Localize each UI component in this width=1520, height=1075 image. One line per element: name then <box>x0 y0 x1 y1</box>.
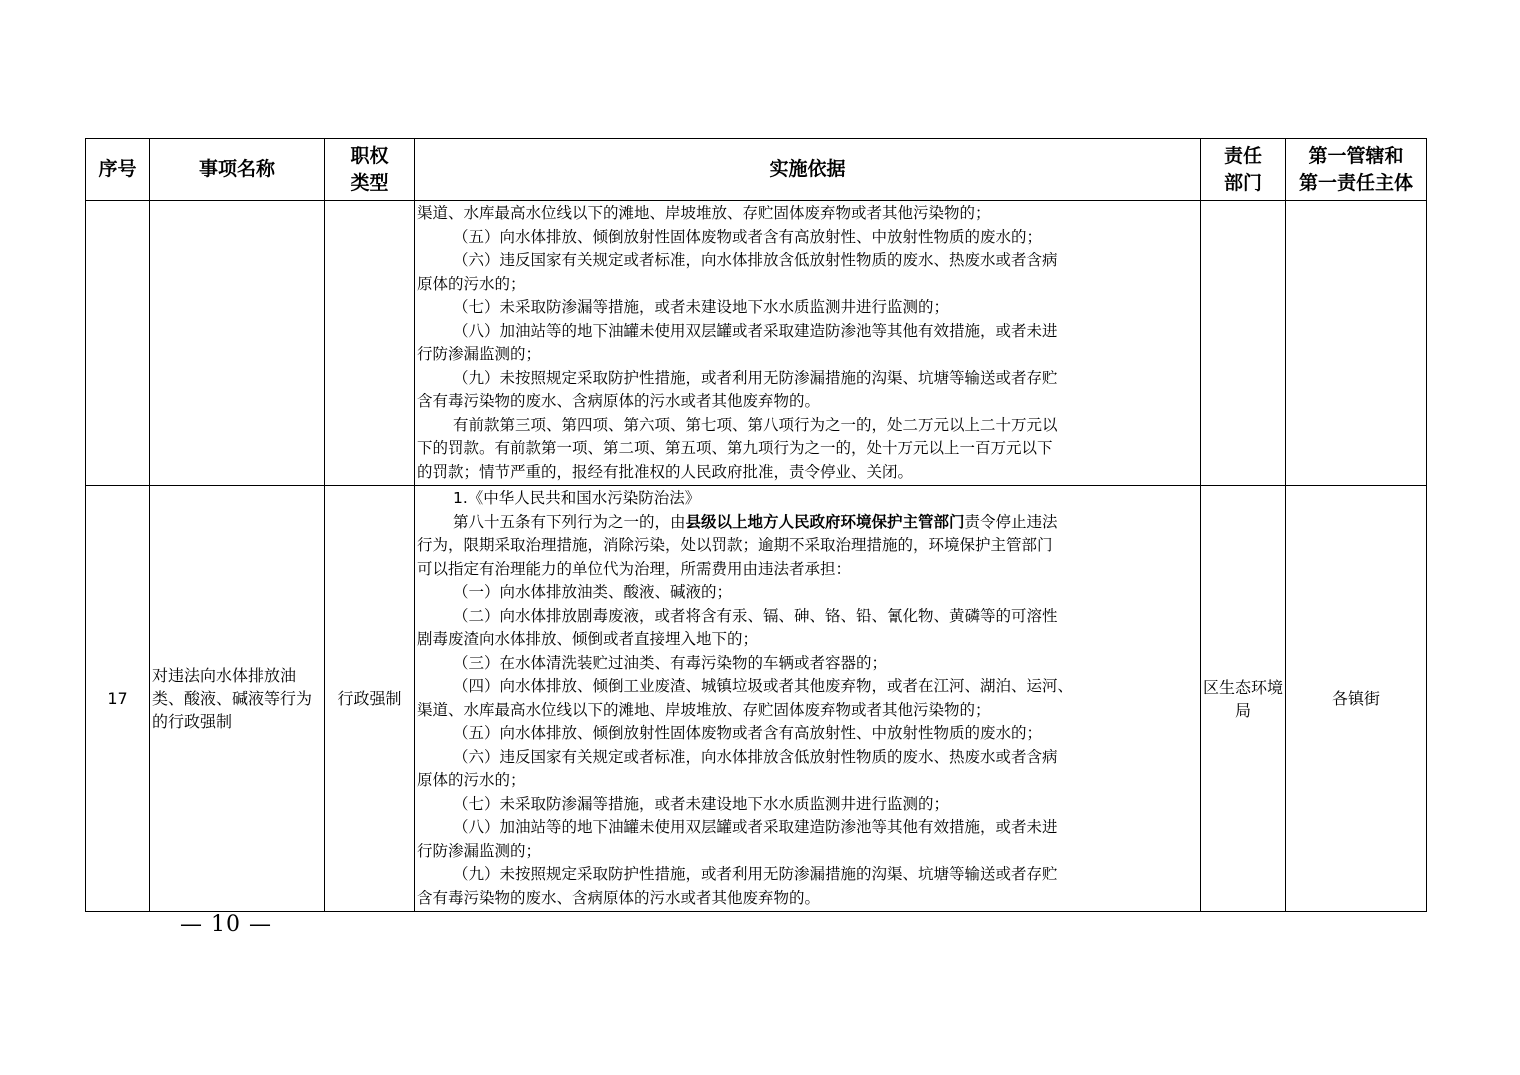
basis-line: 行防渗漏监测的； <box>417 345 542 363</box>
article-85-intro: 第八十五条有下列行为之一的，由县级以上地方人民政府环境保护主管部门责令停止违法 <box>453 512 1058 531</box>
basis-line: （二）向水体排放剧毒废液，或者将含有汞、镉、砷、铬、铅、氰化物、黄磷等的可溶性 <box>453 606 1058 625</box>
cell-subject-empty <box>1286 201 1427 486</box>
basis-line: （七）未采取防渗漏等措施，或者未建设地下水水质监测井进行监测的； <box>453 794 950 813</box>
table-row-continued <box>86 201 1427 486</box>
basis-line: 含有毒污染物的废水、含病原体的污水或者其他废弃物的。 <box>417 888 821 907</box>
header-item-name: 事项名称 <box>150 139 325 201</box>
basis-line: 剧毒废渣向水体排放、倾倒或者直接埋入地下的； <box>417 630 759 648</box>
cell-basis-continued <box>415 201 1201 486</box>
basis-line: 原体的污水的； <box>417 274 526 293</box>
cell-dept-empty <box>1201 201 1286 486</box>
basis-line: （五）向水体排放、倾倒放射性固体废物或者含有高放射性、中放射性物质的废水的； <box>453 227 1043 246</box>
basis-line: 原体的污水的； <box>417 771 526 789</box>
law-title: 1.《中华人民共和国水污染防治法》 <box>453 489 701 507</box>
authority-emphasis: 县级以上地方人民政府环境保护主管部门 <box>685 512 965 531</box>
page-number: — 10 — <box>180 912 272 937</box>
basis-line: （八）加油站等的地下油罐未使用双层罐或者采取建造防渗池等其他有效措施，或者未进 <box>453 321 1058 340</box>
basis-line: （四）向水体排放、倾倒工业废渣、城镇垃圾或者其他废弃物，或者在江河、湖泊、运河、 <box>453 677 1074 695</box>
header-subject: 第一管辖和 第一责任主体 <box>1286 139 1427 201</box>
table-row-17 <box>86 486 1427 912</box>
header-dept: 责任 部门 <box>1201 139 1286 201</box>
cell-seq-empty <box>86 201 150 486</box>
basis-line: （三）在水体清洗装贮过油类、有毒污染物的车辆或者容器的； <box>453 653 888 672</box>
basis-line: 渠道、水库最高水位线以下的滩地、岸坡堆放、存贮固体废弃物或者其他污染物的； <box>417 204 991 222</box>
basis-line: （五）向水体排放、倾倒放射性固体废物或者含有高放射性、中放射性物质的废水的； <box>453 724 1043 742</box>
basis-line: （九）未按照规定采取防护性措施，或者利用无防渗漏措施的沟渠、坑塘等输送或者存贮 <box>453 368 1058 387</box>
basis-line: 的罚款；情节严重的，报经有批准权的人民政府批准，责令停业、关闭。 <box>417 462 914 481</box>
basis-line: （六）违反国家有关规定或者标准，向水体排放含低放射性物质的废水、热废水或者含病 <box>453 251 1058 269</box>
cell-item-name: 对违法向水体排放油类、酸液、碱液等行为的行政强制 <box>150 486 325 912</box>
cell-type-empty <box>325 201 415 486</box>
cell-subject: 各镇街 <box>1286 486 1427 912</box>
basis-line: 行防渗漏监测的； <box>417 841 542 860</box>
cell-dept: 区生态环境局 <box>1201 486 1286 912</box>
header-seq: 序号 <box>86 139 150 201</box>
basis-line: 含有毒污染物的废水、含病原体的污水或者其他废弃物的。 <box>417 392 821 410</box>
header-power-type: 职权 类型 <box>325 139 415 201</box>
cell-seq: 17 <box>86 486 150 912</box>
basis-line: 可以指定有治理能力的单位代为治理，所需费用由违法者承担： <box>417 559 852 578</box>
header-basis: 实施依据 <box>415 139 1201 201</box>
basis-line: （一）向水体排放油类、酸液、碱液的； <box>453 583 733 601</box>
basis-line: 渠道、水库最高水位线以下的滩地、岸坡堆放、存贮固体废弃物或者其他污染物的； <box>417 700 991 719</box>
basis-line: （九）未按照规定采取防护性措施，或者利用无防渗漏措施的沟渠、坑塘等输送或者存贮 <box>453 865 1058 883</box>
cell-power-type: 行政强制 <box>325 486 415 912</box>
basis-line: （八）加油站等的地下油罐未使用双层罐或者采取建造防渗池等其他有效措施，或者未进 <box>453 818 1058 836</box>
table-header-row <box>86 139 1427 201</box>
cell-basis <box>415 486 1201 912</box>
basis-line: （六）违反国家有关规定或者标准，向水体排放含低放射性物质的废水、热废水或者含病 <box>453 747 1058 766</box>
basis-line: 有前款第三项、第四项、第六项、第七项、第八项行为之一的，处二万元以上二十万元以 <box>453 415 1058 434</box>
basis-lines <box>417 534 1196 910</box>
basis-line: 行为，限期采取治理措施，消除污染，处以罚款；逾期不采取治理措施的，环境保护主管部门 <box>417 536 1053 554</box>
cell-item-empty <box>150 201 325 486</box>
power-list-table <box>85 138 1427 912</box>
basis-line: 下的罚款。有前款第一项、第二项、第五项、第九项行为之一的，处十万元以上一百万元以下 <box>417 439 1053 457</box>
basis-lines <box>417 202 1196 484</box>
basis-line: （七）未采取防渗漏等措施，或者未建设地下水水质监测井进行监测的； <box>453 298 950 316</box>
